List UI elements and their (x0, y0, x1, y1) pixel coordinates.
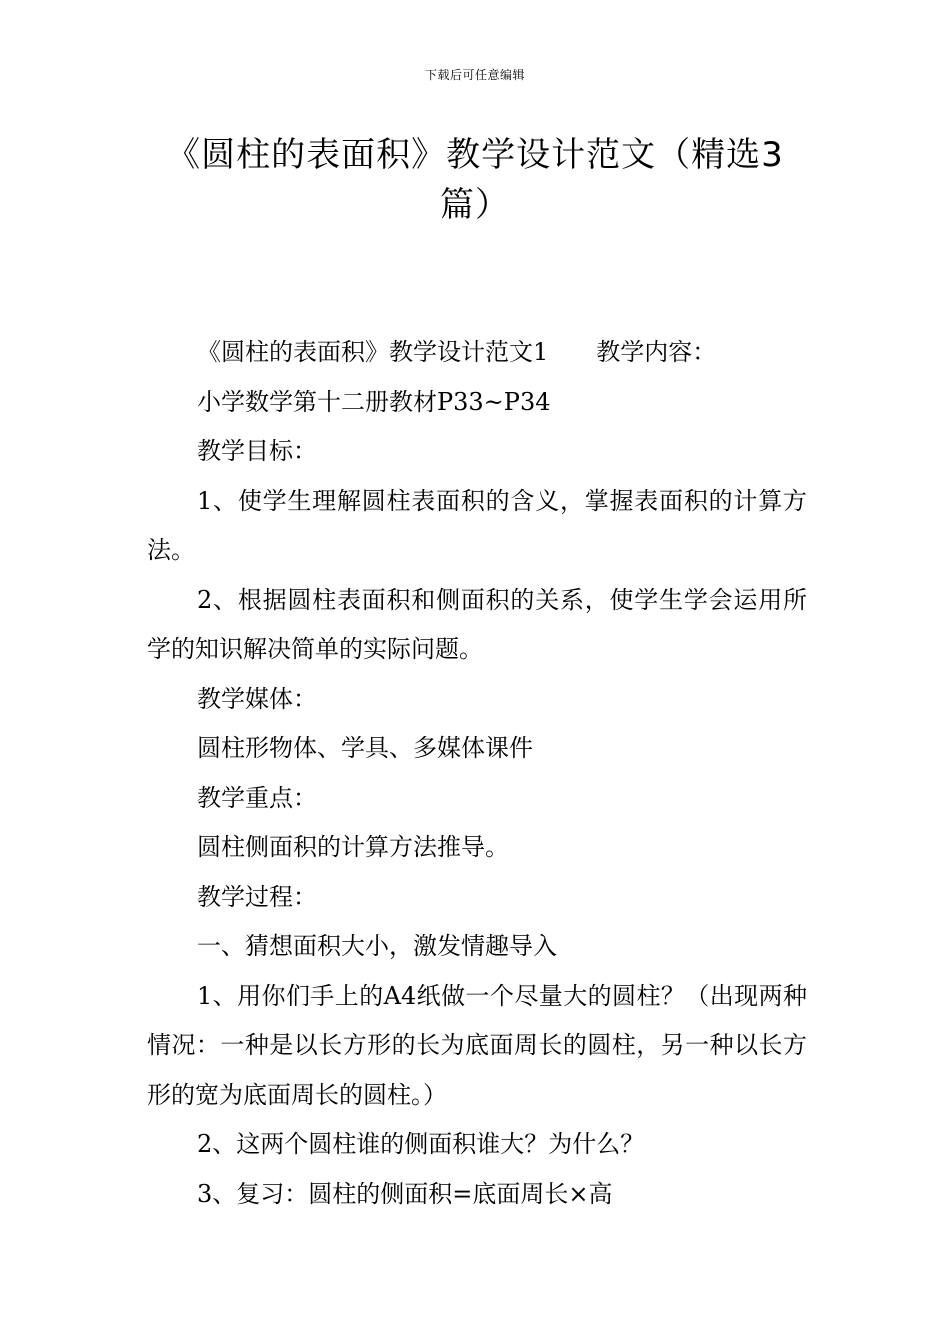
paragraph: 3、复习：圆柱的侧面积=底面周长×高 (197, 1179, 613, 1208)
paragraph: 2、这两个圆柱谁的侧面积谁大？为什么？ (197, 1130, 645, 1158)
paragraph: 一、猜想面积大小，激发情趣导入 (197, 932, 557, 960)
paragraph: 1、使学生理解圆柱表面积的含义，掌握表面积的计算方法。 (147, 486, 807, 564)
paragraph: 2、根据圆柱表面积和侧面积的关系，使学生学会运用所学的知识解决简单的实际问题。 (147, 585, 807, 663)
document-title: 《圆柱的表面积》教学设计范文（精选3篇） (166, 135, 784, 225)
paragraph: 圆柱侧面积的计算方法推导。 (197, 833, 509, 861)
intro-label: 教学内容： (596, 338, 717, 366)
document-body (147, 328, 807, 1219)
paragraph: 1、用你们手上的A4纸做一个尽量大的圆柱？（出现两种情况：一种是以长方形的长为底面周长的圆柱，另一种以长方形的宽为底面周长的圆柱。） (147, 981, 807, 1109)
paragraph: 小学数学第十二册教材P33~P34 (197, 387, 551, 416)
intro-heading: 《圆柱的表面积》教学设计范文1 (197, 338, 549, 366)
intro-line (147, 328, 807, 378)
paragraph: 圆柱形物体、学具、多媒体课件 (197, 734, 533, 762)
header-note: 下载后可任意编辑 (424, 68, 525, 82)
paragraph: 教学目标： (197, 437, 317, 465)
paragraph: 教学媒体： (197, 684, 317, 713)
paragraph: 教学过程： (197, 882, 317, 911)
paragraph: 教学重点： (197, 783, 317, 812)
